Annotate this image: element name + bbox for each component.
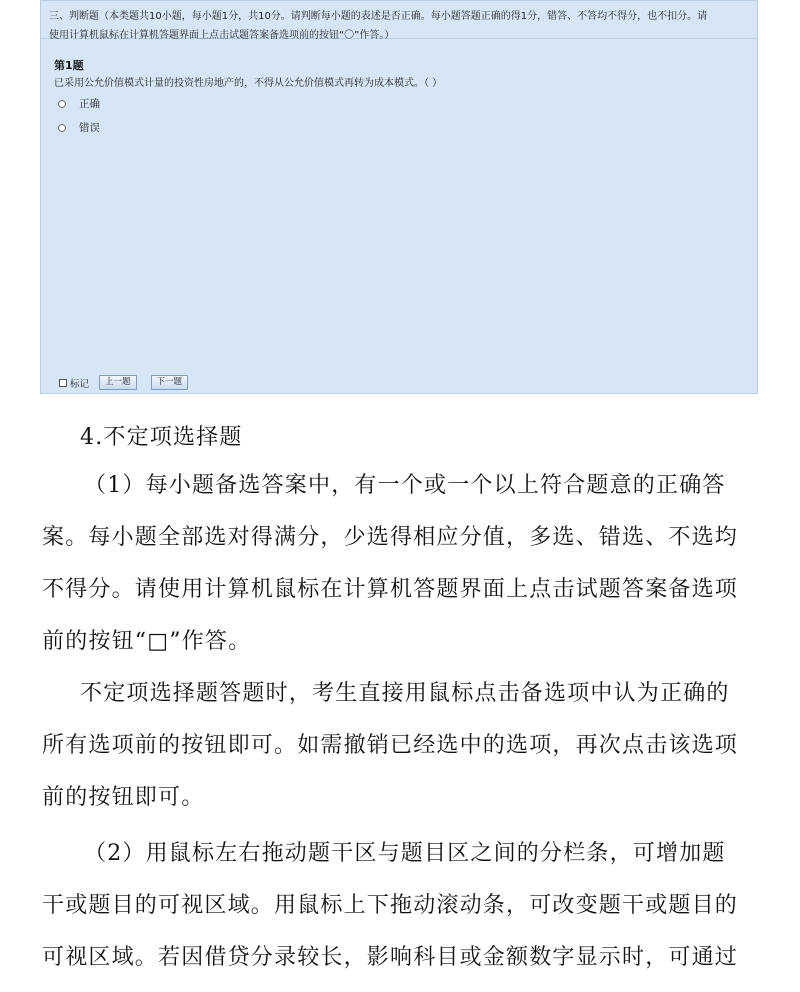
prev-question-button[interactable]: 上一题 — [99, 375, 137, 390]
radio-button-icon[interactable] — [58, 124, 66, 132]
paragraph-line: 案。每小题全部选对得满分，少选得相应分值，多选、错选、不选均 — [42, 525, 739, 550]
mark-checkbox[interactable] — [59, 376, 89, 390]
paragraph-line: 前的按钮即可。 — [42, 785, 205, 810]
paragraph-line: （2）用鼠标左右拖动题干区与题目区之间的分栏条，可增加题 — [84, 841, 726, 866]
paragraph-line: 干或题目的可视区域。用鼠标上下拖动滚动条，可改变题干或题目的 — [42, 893, 739, 918]
mark-label: 标记 — [70, 378, 90, 390]
option-true-label: 正确 — [79, 98, 100, 110]
question-stem: 已采用公允价值模式计量的投资性房地产的，不得从公允价值模式再转为成本模式。（ ） — [54, 78, 443, 89]
next-question-button[interactable]: 下一题 — [151, 375, 189, 390]
checkbox-icon[interactable] — [59, 379, 67, 387]
paragraph-line: 不定项选择题答题时，考生直接用鼠标点击备选项中认为正确的 — [80, 681, 730, 706]
radio-button-icon[interactable] — [58, 100, 66, 108]
exam-screenshot-panel — [40, 0, 758, 394]
instruction-text — [41, 1, 757, 39]
option-false[interactable] — [58, 120, 100, 135]
option-false-label: 错误 — [79, 122, 100, 134]
section-heading: 4.不定项选择题 — [80, 425, 243, 450]
instruction-line-1: 三、判断题（本类题共10小题，每小题1分，共10分。请判断每小题的表述是否正确。每小题答题正确的得1分，错答、不答均不得分，也不扣分。请 — [49, 11, 708, 22]
instruction-line-2: 使用计算机鼠标在计算机答题界面上点击试题答案备选项前的按钮“〇”作答。） — [49, 30, 395, 41]
paragraph-line: 前的按钮“□”作答。 — [42, 629, 252, 654]
question-title: 第1题 — [54, 59, 84, 72]
paragraph-line: 所有选项前的按钮即可。如需撤销已经选中的选项，再次点击该选项 — [42, 733, 739, 758]
paragraph-line: （1）每小题备选答案中，有一个或一个以上符合题意的正确答 — [84, 473, 726, 498]
paragraph-line: 可视区域。若因借贷分录较长，影响科目或金额数字显示时，可通过 — [42, 945, 739, 970]
question-nav-bar — [59, 375, 202, 390]
option-true[interactable] — [58, 96, 100, 111]
paragraph-line: 不得分。请使用计算机鼠标在计算机答题界面上点击试题答案备选项 — [42, 577, 739, 602]
